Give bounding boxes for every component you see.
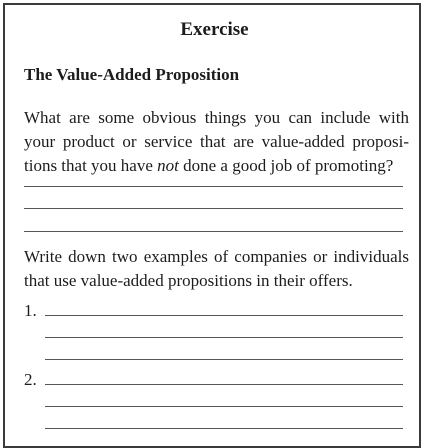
answer-line[interactable] (24, 208, 403, 209)
emphasis-not: not (157, 156, 179, 175)
answer-line-item-2[interactable] (45, 384, 403, 385)
answer-line[interactable] (45, 359, 403, 360)
question-2-line-2: that use value-added propositions in their offers. (24, 271, 353, 290)
item-number-1: 1. (24, 301, 37, 320)
question-1-text (24, 106, 409, 178)
answer-line[interactable] (24, 231, 403, 232)
question-2-line-1: Write down two examples of companies or individuals (24, 247, 409, 266)
answer-line[interactable] (45, 406, 403, 407)
answer-line[interactable] (45, 428, 403, 429)
item-number-2: 2. (24, 370, 37, 389)
question-2-text (24, 245, 409, 293)
question-1-line-3-end: done a good job of promoting? (178, 156, 394, 175)
question-1-line-2: your product or service that are value-added proposi- (24, 132, 409, 151)
page-title: Exercise (180, 19, 249, 40)
answer-line[interactable] (45, 337, 403, 338)
answer-line[interactable] (24, 186, 403, 187)
question-1-line-3-start: tions that you have (24, 156, 158, 175)
question-1-line-3 (24, 154, 409, 178)
question-1-line-1: What are some obvious things you can include with (24, 108, 409, 127)
section-heading: The Value-Added Proposition (24, 65, 240, 84)
answer-line-item-1[interactable] (45, 315, 403, 316)
